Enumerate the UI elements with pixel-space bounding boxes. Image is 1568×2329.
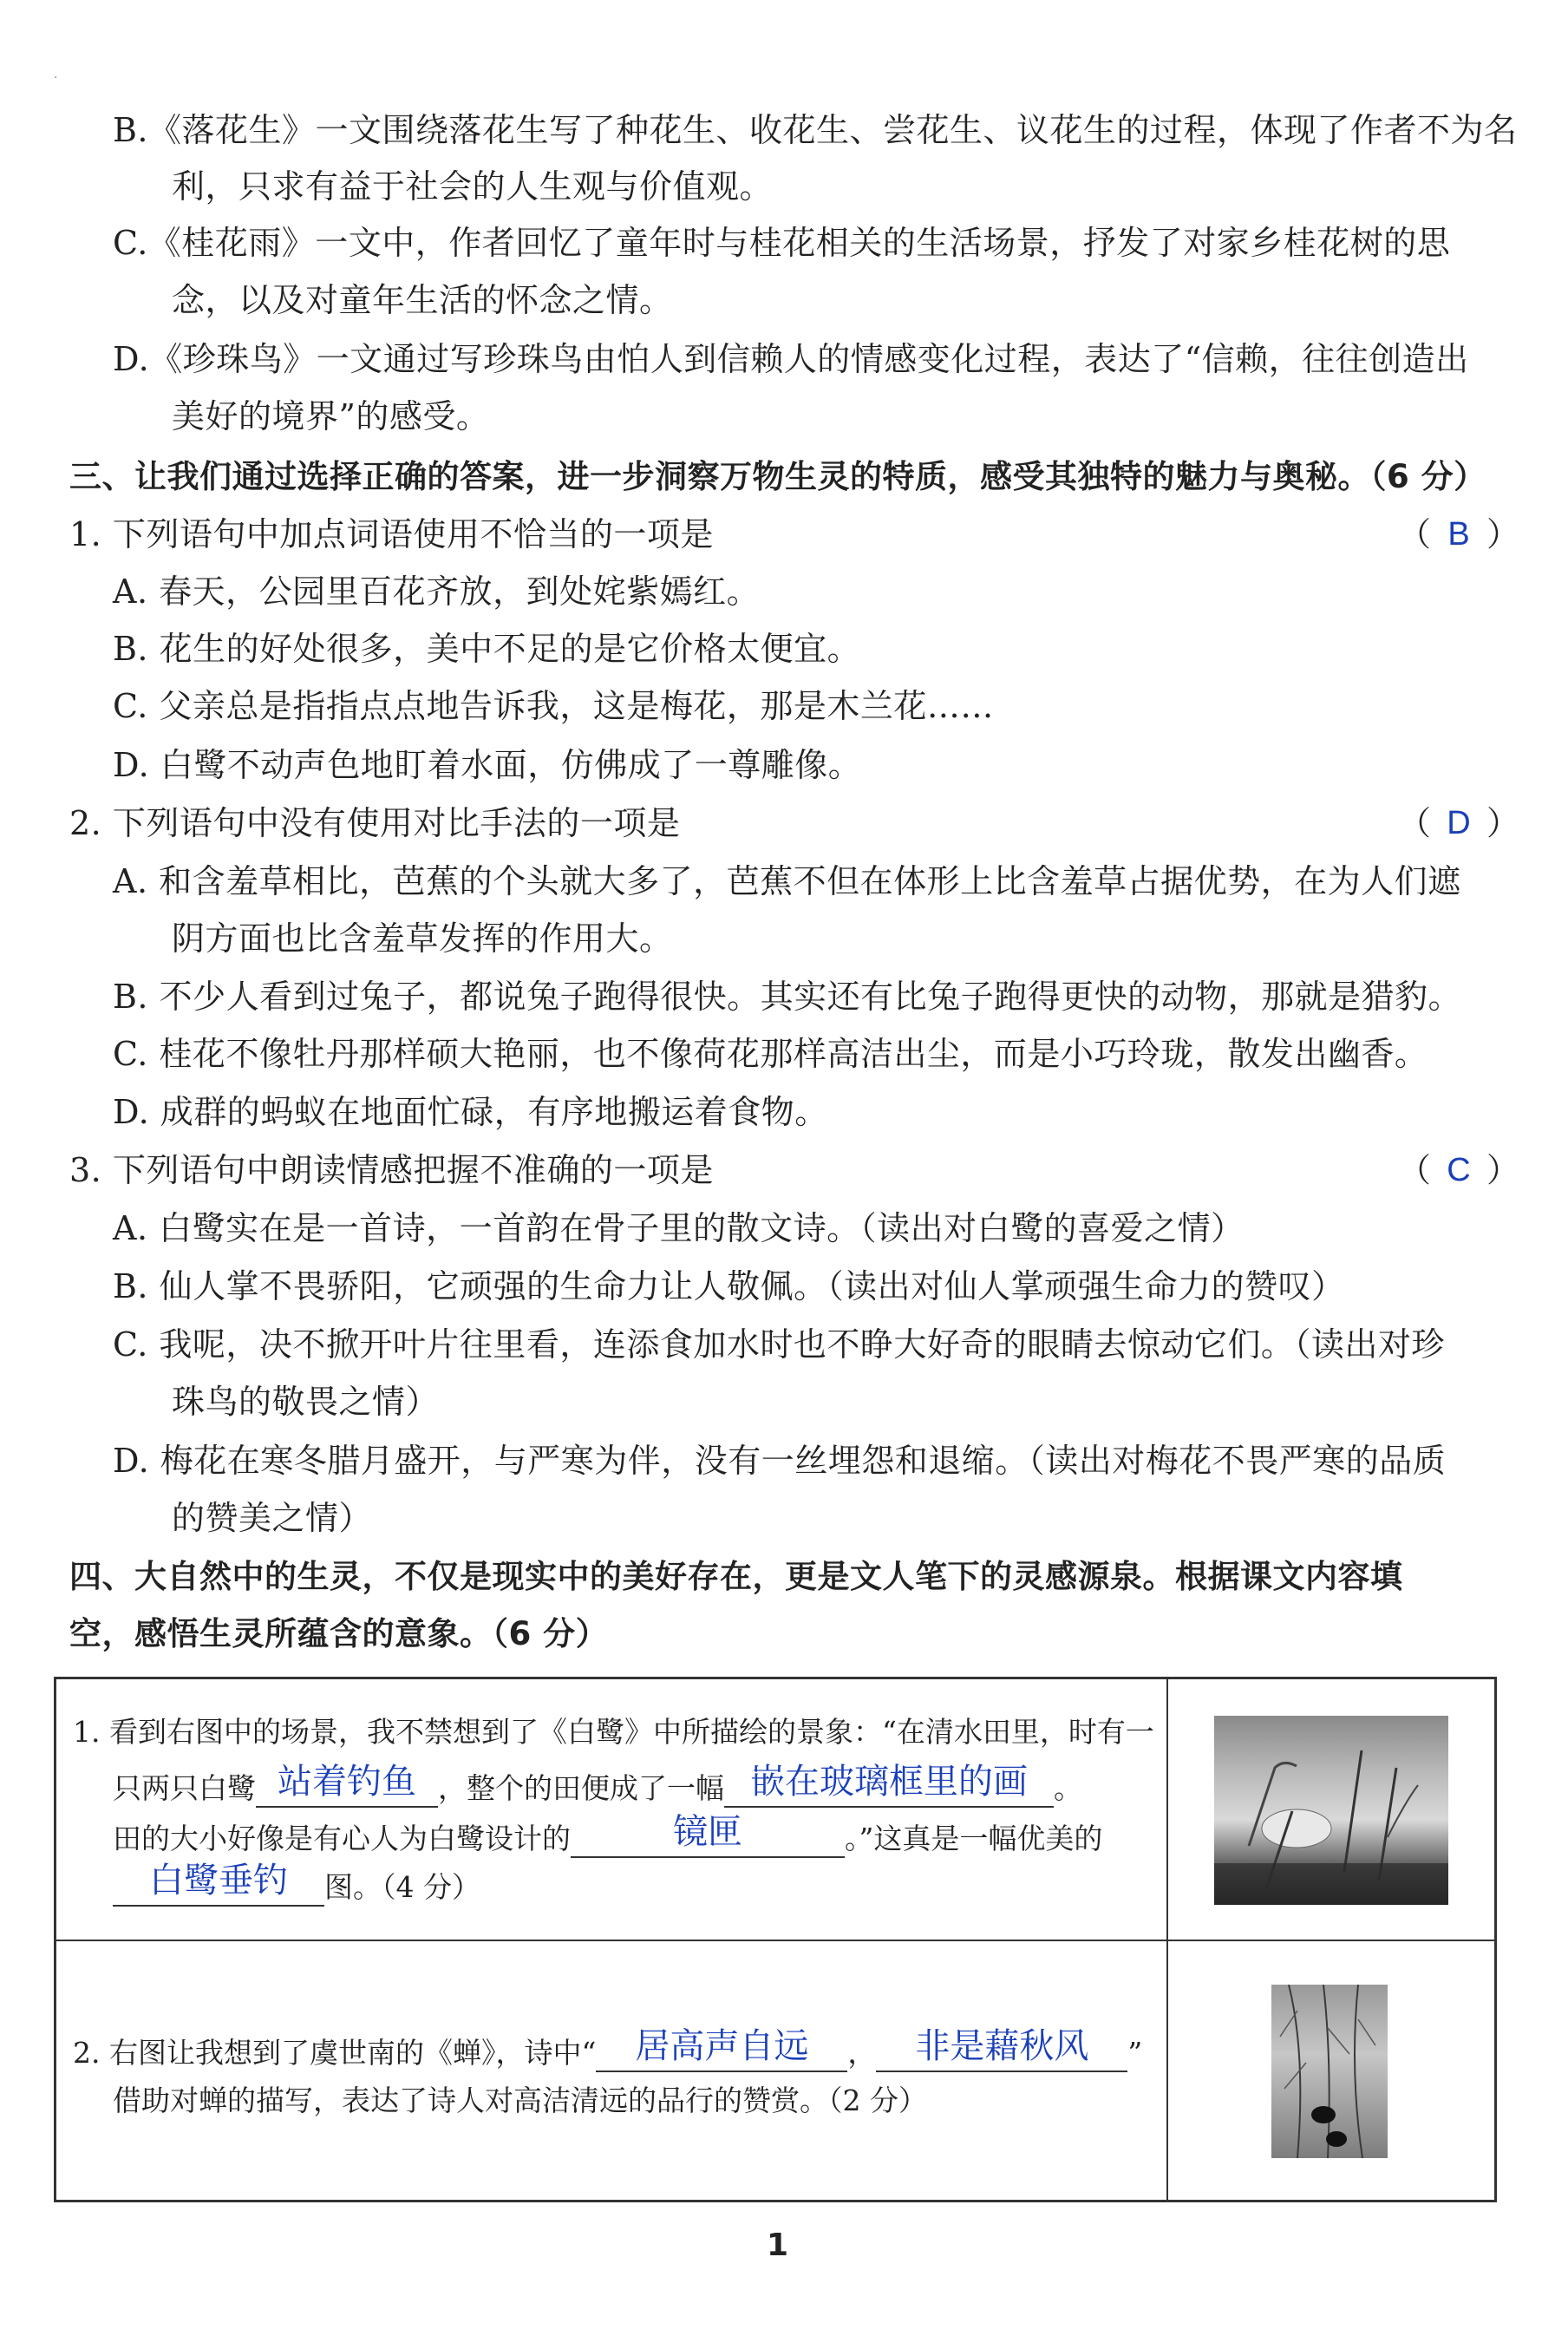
- q2-stem: 2. 下列语句中没有使用对比手法的一项是: [69, 804, 681, 842]
- q2-answer-box: [1398, 802, 1519, 844]
- q2-option-d: D. 成群的蚂蚁在地面忙碌，有序地搬运着食物。: [113, 1093, 828, 1131]
- q3-stem: 3. 下列语句中朗读情感把握不准确的一项是: [69, 1151, 714, 1189]
- q2-option-c: C. 桂花不像牡丹那样硕大艳丽，也不像荷花那样高洁出尘，而是小巧玲珑，散发出幽香。: [113, 1035, 1428, 1073]
- q3-option-d-line2: 的赞美之情）: [172, 1499, 373, 1537]
- paren-close: ）: [1486, 1151, 1519, 1189]
- cicada-painting-image: [1271, 1985, 1388, 2158]
- paren-open: （: [1398, 515, 1432, 553]
- item1-line2-mid: ，整个的田便成了一幅: [438, 1771, 724, 1805]
- q1-option-a: A. 春天，公园里百花齐放，到处姹紫嫣红。: [113, 572, 761, 611]
- item2-blank-2[interactable]: 非是藉秋风: [876, 2032, 1127, 2072]
- item1-blank-4[interactable]: 白鹭垂钓: [113, 1867, 324, 1907]
- item1-line1: 1. 看到右图中的场景，我不禁想到了《白鹭》中所描绘的景象：“在清水田里，时有一: [73, 1715, 1154, 1749]
- q3-option-c-line2: 珠鸟的敬畏之情）: [172, 1383, 440, 1421]
- egret-painting-svg: [1214, 1716, 1448, 1905]
- q1-stem: 1. 下列语句中加点词语使用不恰当的一项是: [69, 515, 714, 553]
- prev-option-c-line1: C.《桂花雨》一文中，作者回忆了童年时与桂花相关的生活场景，抒发了对家乡桂花树的思: [113, 224, 1451, 262]
- item1-blank-2[interactable]: 嵌在玻璃框里的画: [724, 1768, 1054, 1808]
- item1-line4: [113, 1861, 480, 1907]
- item1-line3: [113, 1812, 1103, 1858]
- q1-answer-box: [1398, 514, 1519, 555]
- item2-separator: ，: [847, 2036, 877, 2070]
- paren-close: ）: [1486, 515, 1519, 553]
- item2-line1: [73, 2026, 1143, 2072]
- q3-option-d-line1: D. 梅花在寒冬腊月盛开，与严寒为伴，没有一丝埋怨和退缩。（读出对梅花不畏严寒的品质: [113, 1442, 1447, 1480]
- table-divider-horizontal: [56, 1940, 1494, 1941]
- item2-line1-pre: 2. 右图让我想到了虞世南的《蝉》，诗中“: [73, 2036, 597, 2070]
- prev-option-b-line1: B.《落花生》一文围绕落花生写了种花生、收花生、尝花生、议花生的过程，体现了作者不为名: [113, 111, 1518, 149]
- item1-blank-3[interactable]: 镜匣: [571, 1818, 845, 1858]
- prev-option-d-line2: 美好的境界”的感受。: [172, 397, 490, 435]
- item1-line4-end: 图。（4 分）: [324, 1870, 480, 1904]
- item2-line1-end: ”: [1127, 2036, 1143, 2070]
- paren-open: （: [1398, 804, 1432, 842]
- cicada-painting-svg: [1271, 1985, 1388, 2158]
- q2-option-a-line1: A. 和含羞草相比，芭蕉的个头就大多了，芭蕉不但在体形上比含羞草占据优势，在为人们遮: [113, 862, 1461, 900]
- item1-line2-pre: 只两只白鹭: [113, 1771, 256, 1805]
- prev-option-c-line2: 念，以及对童年生活的怀念之情。: [172, 281, 673, 319]
- q1-option-c: C. 父亲总是指指点点地告诉我，这是梅花，那是木兰花……: [113, 687, 994, 725]
- corner-mark: ·: [54, 71, 58, 85]
- q3-option-a: A. 白鹭实在是一首诗，一首韵在骨子里的散文诗。（读出对白鹭的喜爱之情）: [113, 1209, 1245, 1247]
- q3-answer: C: [1447, 1152, 1471, 1188]
- q2-option-b: B. 不少人看到过兔子，都说兔子跑得很快。其实还有比兔子跑得更快的动物，那就是猎豹。: [113, 978, 1462, 1016]
- q2-option-a-line2: 阴方面也比含羞草发挥的作用大。: [172, 919, 673, 958]
- prev-option-d-line1: D.《珍珠鸟》一文通过写珍珠鸟由怕人到信赖人的情感变化过程，表达了“信赖，往往创造出: [113, 340, 1469, 378]
- q3-option-b: B. 仙人掌不畏骄阳，它顽强的生命力让人敬佩。（读出对仙人掌顽强生命力的赞叹）: [113, 1267, 1345, 1305]
- q1-answer: B: [1447, 516, 1470, 553]
- q3-option-c-line1: C. 我呢，决不掀开叶片往里看，连添食加水时也不睁大好奇的眼睛去惊动它们。（读出对珍: [113, 1325, 1445, 1364]
- item1-line2-end: 。: [1054, 1771, 1082, 1805]
- q1-option-b: B. 花生的好处很多，美中不足的是它价格太便宜。: [113, 630, 861, 668]
- paren-close: ）: [1486, 804, 1519, 842]
- section-4-title-line1: 四、大自然中的生灵，不仅是现实中的美好存在，更是文人笔下的灵感源泉。根据课文内容填: [69, 1558, 1403, 1595]
- egret-painting-image: [1214, 1716, 1448, 1905]
- item2-blank-1[interactable]: 居高声自远: [596, 2032, 847, 2072]
- item1-line3-pre: 田的大小好像是有心人为白鹭设计的: [113, 1822, 571, 1855]
- prev-option-b-line2: 利，只求有益于社会的人生观与价值观。: [172, 167, 774, 206]
- item1-line2: [113, 1762, 1082, 1808]
- item1-line3-end: 。”这真是一幅优美的: [845, 1822, 1103, 1855]
- item1-blank-1[interactable]: 站着钓鱼: [256, 1768, 438, 1808]
- section-3-title: 三、让我们通过选择正确的答案，进一步洞察万物生灵的特质，感受其独特的魅力与奥秘。（6 分）: [69, 458, 1486, 495]
- paren-open: （: [1398, 1151, 1432, 1189]
- page-number: 1: [767, 2228, 789, 2263]
- q2-answer: D: [1447, 805, 1471, 841]
- q3-answer-box: [1398, 1149, 1519, 1191]
- item2-line2: 借助对蝉的描写，表达了诗人对高洁清远的品行的赞赏。（2 分）: [113, 2084, 927, 2117]
- section-4-title-line2: 空，感悟生灵所蕴含的意象。（6 分）: [69, 1615, 609, 1652]
- q1-option-d: D. 白鹭不动声色地盯着水面，仿佛成了一尊雕像。: [113, 746, 862, 784]
